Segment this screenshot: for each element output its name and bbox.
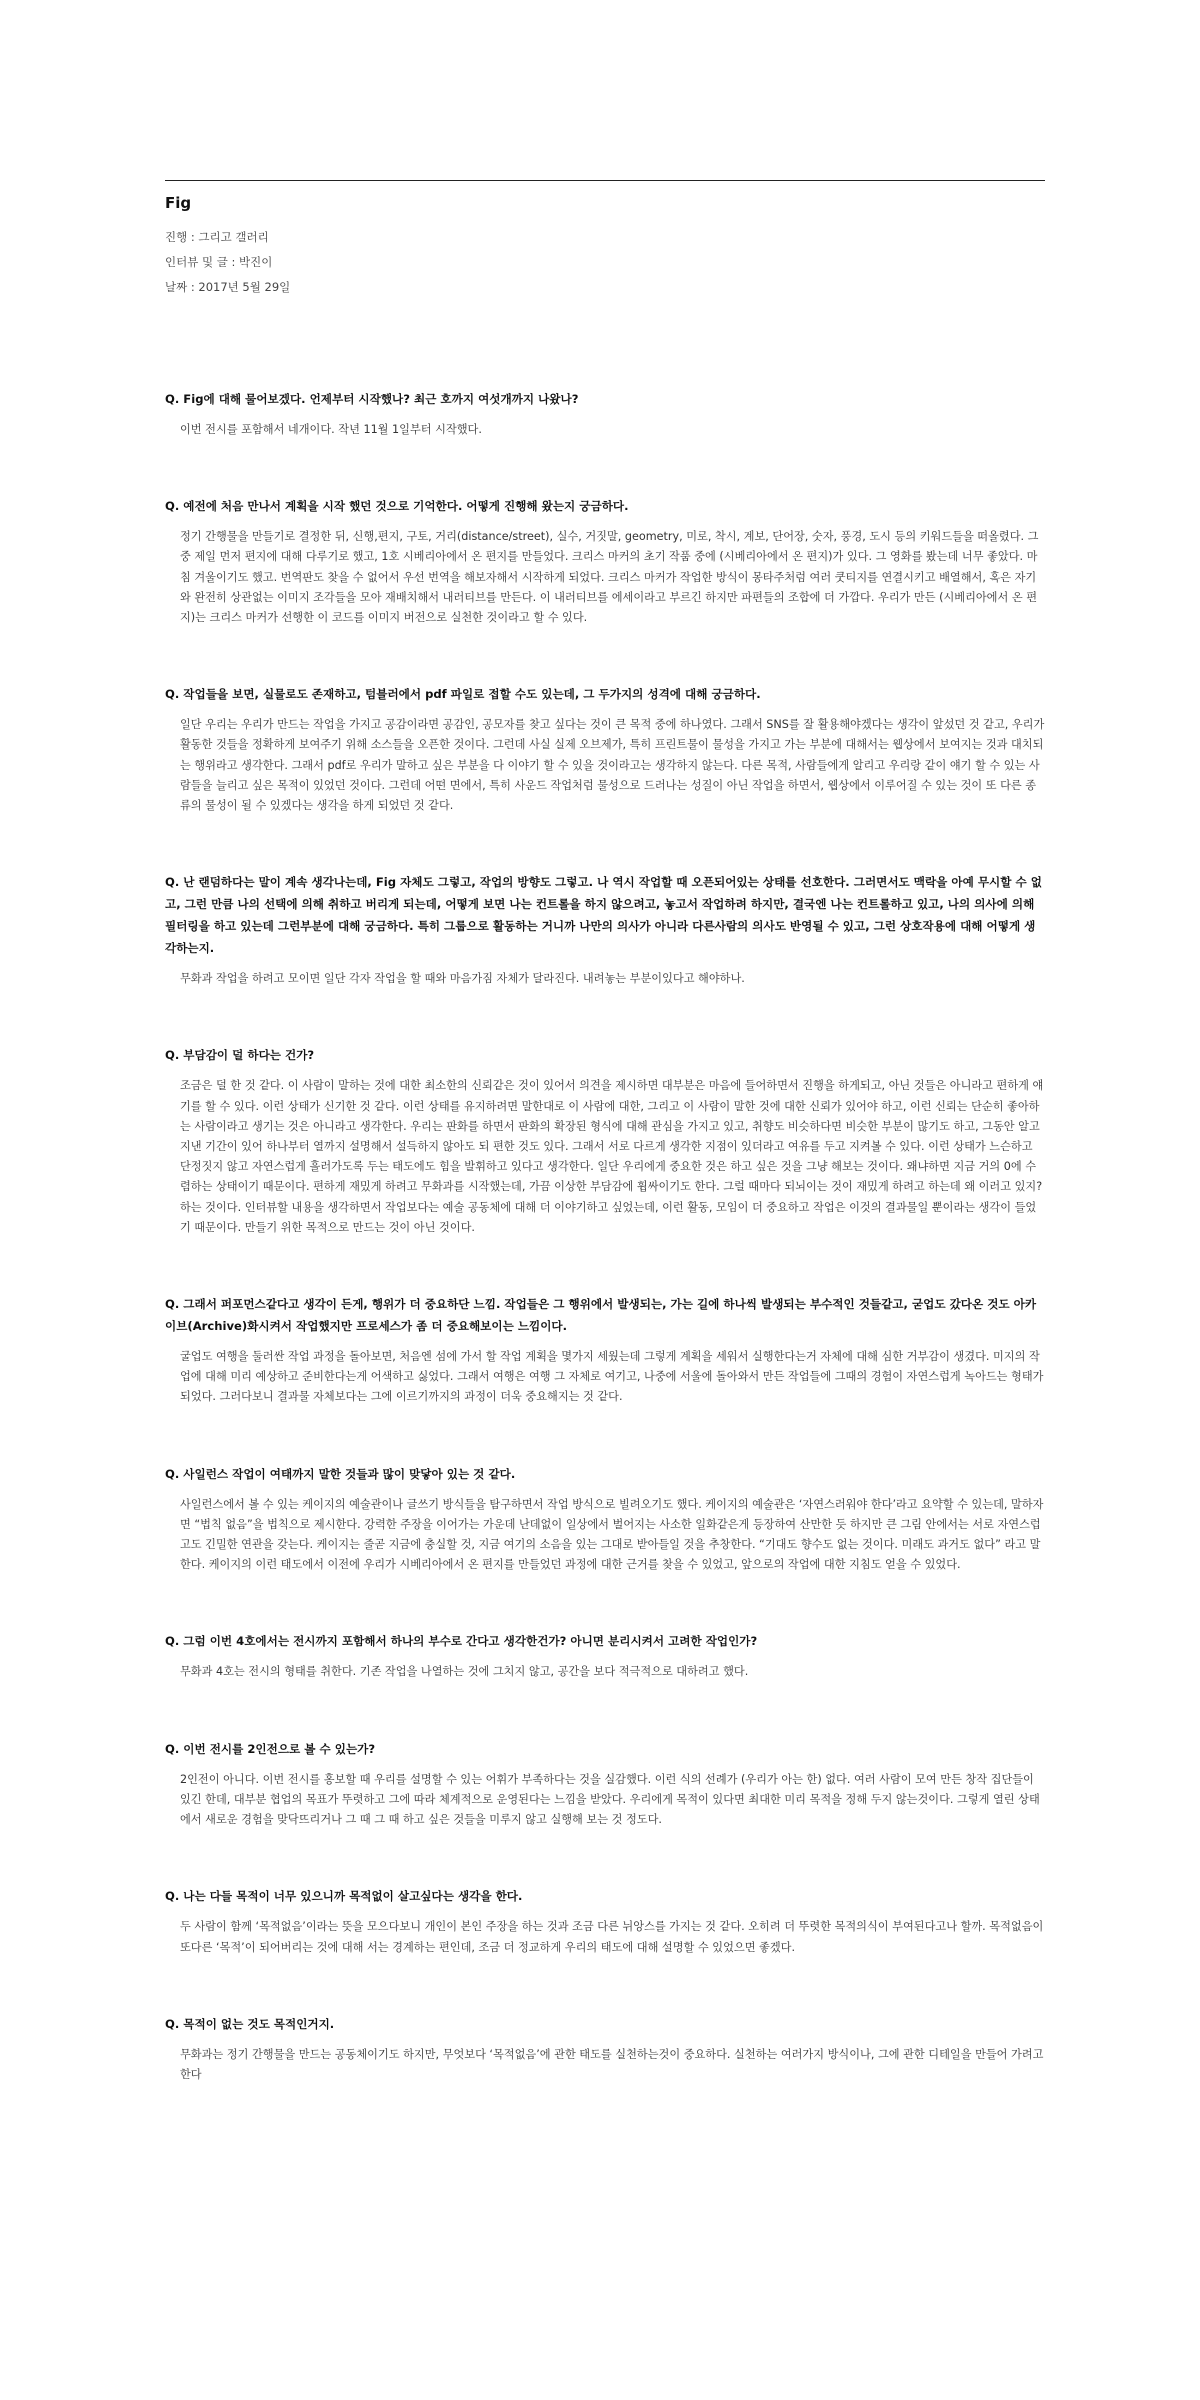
meta-progress: 진행 : 그리고 갤러리 xyxy=(165,230,269,244)
qa-item xyxy=(165,1630,1045,1682)
article-title: Fig xyxy=(165,194,192,212)
answer: 두 사람이 함께 ‘목적없음’이라는 뜻을 모으다보니 개인이 본인 주장을 하는 것과 조금 다른 뉘앙스를 가지는 것 같다. 오히려 더 뚜렷한 목적의식이 부여된다고나 할까. 목적없음이 또다른 ‘목적’이 되어버리는 것에 대해 서는 경계하는 편인데, 조금 더 정교하게 우리의 태도에 대해 설명할 수 있었으면 좋겠다. xyxy=(180,1920,1044,1954)
qa-item xyxy=(165,1293,1045,1408)
answer: 무화과 작업을 하려고 모이면 일단 각자 작업을 할 때와 마음가짐 자체가 달라진다. 내려놓는 부분이있다고 해야하나. xyxy=(180,972,745,986)
question: Q. 그래서 퍼포먼스같다고 생각이 든게, 행위가 더 중요하단 느낌. 작업들은 그 행위에서 발생되는, 가는 길에 하나씩 발생되는 부수적인 것들같고, 굳업도 갔다온 것도 아카이브(Archive)화시켜서 작업했지만 프로세스가 좀 더 중요해보이는 느낌이다. xyxy=(165,1297,1037,1334)
answer: 정기 간행물을 만들기로 결정한 뒤, 신행,편지, 구토, 거리(distance/street), 실수, 거짓말, geometry, 미로, 착시, 계보, 단어장, 숫자, 풍경, 도시 등의 키워드들을 떠올렸다. 그중 제일 먼저 편지에 대해 다루기로 했고, 1호 시베리아에서 온 편지를 만들었다. 크리스 마커의 초기 작품 중에 (시베리아에서 온 편지)가 있다. 그 영화를 봤는데 너무 좋았다. 마침 겨울이기도 했고. 번역판도 찾을 수 없어서 우선 번역을 해보자해서 시작하게 되었다. 크리스 마커가 작업한 방식이 몽타주처럼 여러 쿳티지를 연결시키고 배열해서, 혹은 자기와 완전히 상관없는 이미지 조각들을 모아 재배치해서 내러티브를 만든다. 이 내러티브를 에세이라고 부르긴 하지만 파편들의 조합에 더 가깝다. 우리가 만든 (시베리아에서 온 편지)는 크리스 마커가 선행한 이 코드를 이미지 버전으로 실천한 것이라고 할 수 있다. xyxy=(180,530,1039,625)
answer: 무화과 4호는 전시의 형태를 취한다. 기존 작업을 나열하는 것에 그치지 않고, 공간을 보다 적극적으로 대하려고 했다. xyxy=(180,1665,749,1679)
qa-item xyxy=(165,2013,1045,2085)
answer: 굴업도 여행을 둘러싼 작업 과정을 돌아보면, 처음엔 섬에 가서 할 작업 계획을 몇가지 세웠는데 그렇게 계획을 세워서 실행한다는거 자체에 대해 심한 거부감이 생겼다. 미지의 작업에 대해 미리 예상하고 준비한다는게 어색하고 싫었다. 그래서 여행은 여행 그 자체로 여기고, 나중에 서울에 돌아와서 만든 작업들에 그때의 경험이 자연스럽게 녹아드는 형태가 되었다. 그러다보니 결과물 자체보다는 그에 이르기까지의 과정이 더욱 중요해지는 것 같다. xyxy=(180,1350,1044,1404)
meta-interview: 인터뷰 및 글 : 박진이 xyxy=(165,255,273,269)
question: Q. 목적이 없는 것도 목적인거지. xyxy=(165,2016,335,2031)
question: Q. 이번 전시를 2인전으로 볼 수 있는가? xyxy=(165,1741,376,1756)
top-divider xyxy=(165,180,1045,181)
answer: 조금은 덜 한 것 같다. 이 사람이 말하는 것에 대한 최소한의 신뢰같은 것이 있어서 의견을 제시하면 대부분은 마음에 들어하면서 진행을 하게되고, 아닌 것들은 아니라고 편하게 얘기를 할 수 있다. 이런 상태가 신기한 것 같다. 이런 상태를 유지하려면 말한대로 이 사람에 대한, 그리고 이 사람이 말한 것에 대한 신뢰가 있어야 하고, 이런 신뢰는 단순히 좋아하는 사람이라고 생기는 것은 아니라고 생각한다. 우리는 판화를 하면서 판화의 확장된 형식에 대해 관심을 가지고 있고, 취향도 비슷하다면 비슷한 부분이 많기도 하고, 그동안 알고 지낸 기간이 있어 하나부터 열까지 설명해서 설득하지 않아도 되 편한 것도 있다. 그래서 서로 다르게 생각한 지점이 있더라고 여유를 두고 지켜볼 수 있다. 이런 상태가 느슨하고 단정짓지 않고 자연스럽게 흘러가도록 두는 태도에도 힘을 발휘하고 있다고 생각한다. 일단 우리에게 중요한 것은 하고 싶은 것을 그냥 해보는 것이다. 왜냐하면 지금 거의 0에 수렴하는 상태이기 때문이다. 편하게 재밌게 하려고 무화과를 시작했는데, 가끔 이상한 부담감에 휩싸이기도 한다. 그럴 때마다 되뇌이는 것이 재밌게 하려고 하는데 왜 이러고 있지? 하는 것이다. 인터뷰할 내용을 생각하면서 작업보다는 예술 공동체에 대해 더 이야기하고 싶었는데, 이런 활동, 모임이 더 중요하고 작업은 이것의 결과물일 뿐이라는 생각이 들었기 때문이다. 만들기 위한 목적으로 만드는 것이 아닌 것이다. xyxy=(180,1079,1044,1234)
meta-date: 날짜 : 2017년 5월 29일 xyxy=(165,280,291,294)
question: Q. 난 랜덤하다는 말이 계속 생각나는데, Fig 자체도 그렇고, 작업의 방향도 그렇고. 나 역시 작업할 때 오픈되어있는 상태를 선호한다. 그러면서도 맥락을 아예 무시할 수 없고, 그런 만큼 나의 선택에 의해 취하고 버리게 되는데, 어떻게 보면 나는 컨트롤을 하지 않으려고, 놓고서 작업하려 하지만, 결국엔 나는 컨트롤하고 있고, 나의 의사에 의해 필터링을 하고 있는데 그런부분에 대해 궁금하다. 특히 그룹으로 활동하는 거니까 나만의 의사가 아니라 다른사람의 의사도 반영될 수 있고, 그런 상호작용에 대해 어떻게 생각하는지. xyxy=(165,875,1042,956)
qa-list xyxy=(165,388,1045,2085)
answer: 사일런스에서 볼 수 있는 케이지의 예술관이나 글쓰기 방식들을 탐구하면서 작업 방식으로 빌려오기도 했다. 케이지의 예술관은 ‘자연스러워야 한다’라고 요약할 수 있는데, 말하자면 “법칙 없음”을 법칙으로 제시한다. 강력한 주장을 이어가는 가운데 난데없이 일상에서 벌어지는 사소한 일화같은게 등장하여 산만한 듯 하지만 큰 그림 안에서는 서로 자연스럽고도 긴밀한 연관을 갖는다. 케이지는 줄곧 지금에 충실할 것, 지금 여기의 소음을 있는 그대로 받아들일 것을 추창한다. “기대도 향수도 없는 것이다. 미래도 과거도 없다” 라고 말한다. 케이지의 이런 태도에서 이전에 우리가 시베리아에서 온 편지를 만들었던 과정에 대한 근거를 찾을 수 있었고, 앞으로의 작업에 대한 지침도 얻을 수 있었다. xyxy=(180,1497,1044,1572)
qa-item xyxy=(165,388,1045,440)
qa-item xyxy=(165,683,1045,816)
answer: 무화과는 정기 간행물을 만드는 공동체이기도 하지만, 무엇보다 ‘목적없음’에 관한 태도를 실천하는것이 중요하다. 실천하는 여러가지 방식이나, 그에 관한 디테일을 만들어 가려고 한다 xyxy=(180,2047,1044,2081)
article-header xyxy=(165,193,1045,300)
answer: 일단 우리는 우리가 만드는 작업을 가지고 공감이라면 공감인, 공모자를 찾고 싶다는 것이 큰 목적 중에 하나였다. 그래서 SNS를 잘 활용해야겠다는 생각이 앞섰던 것 같고, 우리가 활동한 것들을 정확하게 보여주기 위해 소스들을 오픈한 것이다. 그런데 사실 실제 오브제가, 특히 프린트물이 물성을 가지고 가는 부분에 대해서는 웹상에서 보여지는 것과 대치되는 행위라고 생각한다. 그래서 pdf로 우리가 말하고 싶은 부분을 다 이야기 할 수 있을 것이라고는 생각하지 않는다. 다른 목적, 사람들에게 알리고 우리랑 같이 얘기 할 수 있는 사람들을 늘리고 싶은 목적이 있었던 것이다. 그런데 어떤 면에서, 특히 사운드 작업처럼 물성으로 드러나는 성질이 아닌 작업을 하면서, 웹상에서 이루어질 수 있는 것이 또 다른 종류의 물성이 될 수 있겠다는 생각을 하게 되었던 것 같다. xyxy=(180,718,1045,813)
question: Q. Fig에 대해 물어보겠다. 언제부터 시작했나? 최근 호까지 여섯개까지 나왔나? xyxy=(165,392,579,406)
question: Q. 작업들을 보면, 실물로도 존재하고, 텀블러에서 pdf 파일로 접할 수도 있는데, 그 두가지의 성격에 대해 궁금하다. xyxy=(165,687,761,702)
qa-item xyxy=(165,1885,1045,1957)
question: Q. 나는 다들 목적이 너무 있으니까 목적없이 살고싶다는 생각을 한다. xyxy=(165,1889,523,1904)
question: Q. 사일런스 작업이 여태까지 말한 것들과 많이 맞닿아 있는 것 같다. xyxy=(165,1466,516,1481)
qa-item xyxy=(165,1738,1045,1831)
question: Q. 그럼 이번 4호에서는 전시까지 포함해서 하나의 부수로 간다고 생각한건가? 아니면 분리시켜서 고려한 작업인가? xyxy=(165,1634,758,1649)
answer: 이번 전시를 포함해서 네개이다. 작년 11월 1일부터 시작했다. xyxy=(180,423,482,436)
qa-item xyxy=(165,1044,1045,1238)
qa-item xyxy=(165,1463,1045,1576)
question: Q. 예전에 처음 만나서 계획을 시작 했던 것으로 기억한다. 어떻게 진행해 왔는지 궁금하다. xyxy=(165,499,629,514)
qa-item xyxy=(165,495,1045,628)
question: Q. 부담감이 덜 하다는 건가? xyxy=(165,1048,315,1063)
qa-item xyxy=(165,871,1045,989)
answer: 2인전이 아니다. 이번 전시를 홍보할 때 우리를 설명할 수 있는 어휘가 부족하다는 것을 실감했다. 이런 식의 선례가 (우리가 아는 한) 없다. 여러 사람이 모여 만든 창작 집단들이 있긴 한데, 대부분 협업의 목표가 뚜렷하고 그에 따라 체계적으로 운영된다는 느낌을 받았다. 우리에게 목적이 있다면 최대한 미리 목적을 정해 두지 않는것이다. 그렇게 열린 상태에서 새로운 경험을 맞닥뜨리거나 그 때 그 때 하고 싶은 것들을 미루지 않고 실행해 보는 것 정도다. xyxy=(180,1772,1040,1827)
